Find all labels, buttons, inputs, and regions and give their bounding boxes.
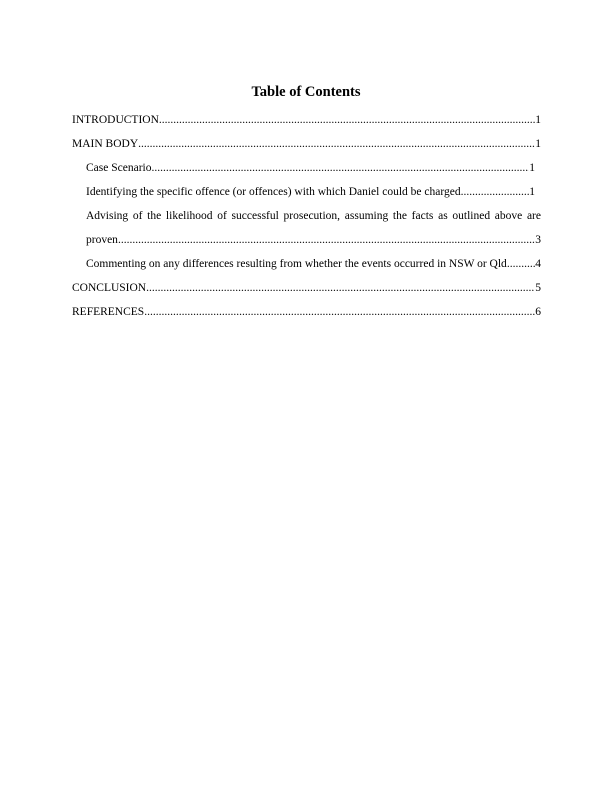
dot-leader: [461, 184, 530, 200]
toc-entry-label: INTRODUCTION: [72, 114, 159, 126]
toc-entry-line2: [86, 232, 541, 248]
toc-entry-page: 1: [529, 186, 535, 198]
toc-entry-label: Identifying the specific offence (or offences) with which Daniel could be charged: [86, 186, 461, 198]
toc-entry-page: 4: [535, 258, 541, 270]
toc-entry-label-line2: proven: [86, 234, 118, 246]
toc-entry-page: 1: [529, 162, 535, 174]
toc-entry-label: REFERENCES: [72, 306, 145, 318]
table-of-contents: [72, 112, 541, 328]
toc-entry-references[interactable]: [72, 304, 541, 320]
toc-entry-page: 5: [535, 282, 541, 294]
toc-entry-identifying-offence[interactable]: [72, 184, 535, 200]
toc-entry-label: Case Scenario: [86, 162, 152, 174]
toc-entry-label: Commenting on any differences resulting from whether the events occurred in NSW or Qld: [86, 258, 507, 270]
dot-leader: [138, 136, 535, 152]
toc-entry-advising-likelihood[interactable]: [72, 208, 541, 248]
toc-entry-main-body[interactable]: [72, 136, 541, 152]
dot-leader: [118, 232, 535, 248]
toc-entry-label: CONCLUSION: [72, 282, 147, 294]
toc-entry-introduction[interactable]: [72, 112, 541, 128]
toc-entry-page: 1: [535, 138, 541, 150]
toc-entry-page: 6: [535, 306, 541, 318]
toc-entry-page: 1: [535, 114, 541, 126]
toc-entry-commenting-differences[interactable]: [72, 256, 541, 272]
dot-leader: [151, 160, 529, 176]
toc-entry-label-line1: Advising of the likelihood of successful prosecution, assuming the facts as outlined above are: [86, 210, 541, 222]
toc-entry-page: 3: [535, 234, 541, 246]
toc-entry-label: MAIN BODY: [72, 138, 139, 150]
dot-leader: [159, 112, 535, 128]
dot-leader: [144, 304, 535, 320]
dot-leader: [507, 256, 535, 272]
toc-entry-conclusion[interactable]: [72, 280, 541, 296]
toc-entry-case-scenario[interactable]: [72, 160, 535, 176]
dot-leader: [146, 280, 535, 296]
toc-title: Table of Contents: [251, 84, 361, 100]
